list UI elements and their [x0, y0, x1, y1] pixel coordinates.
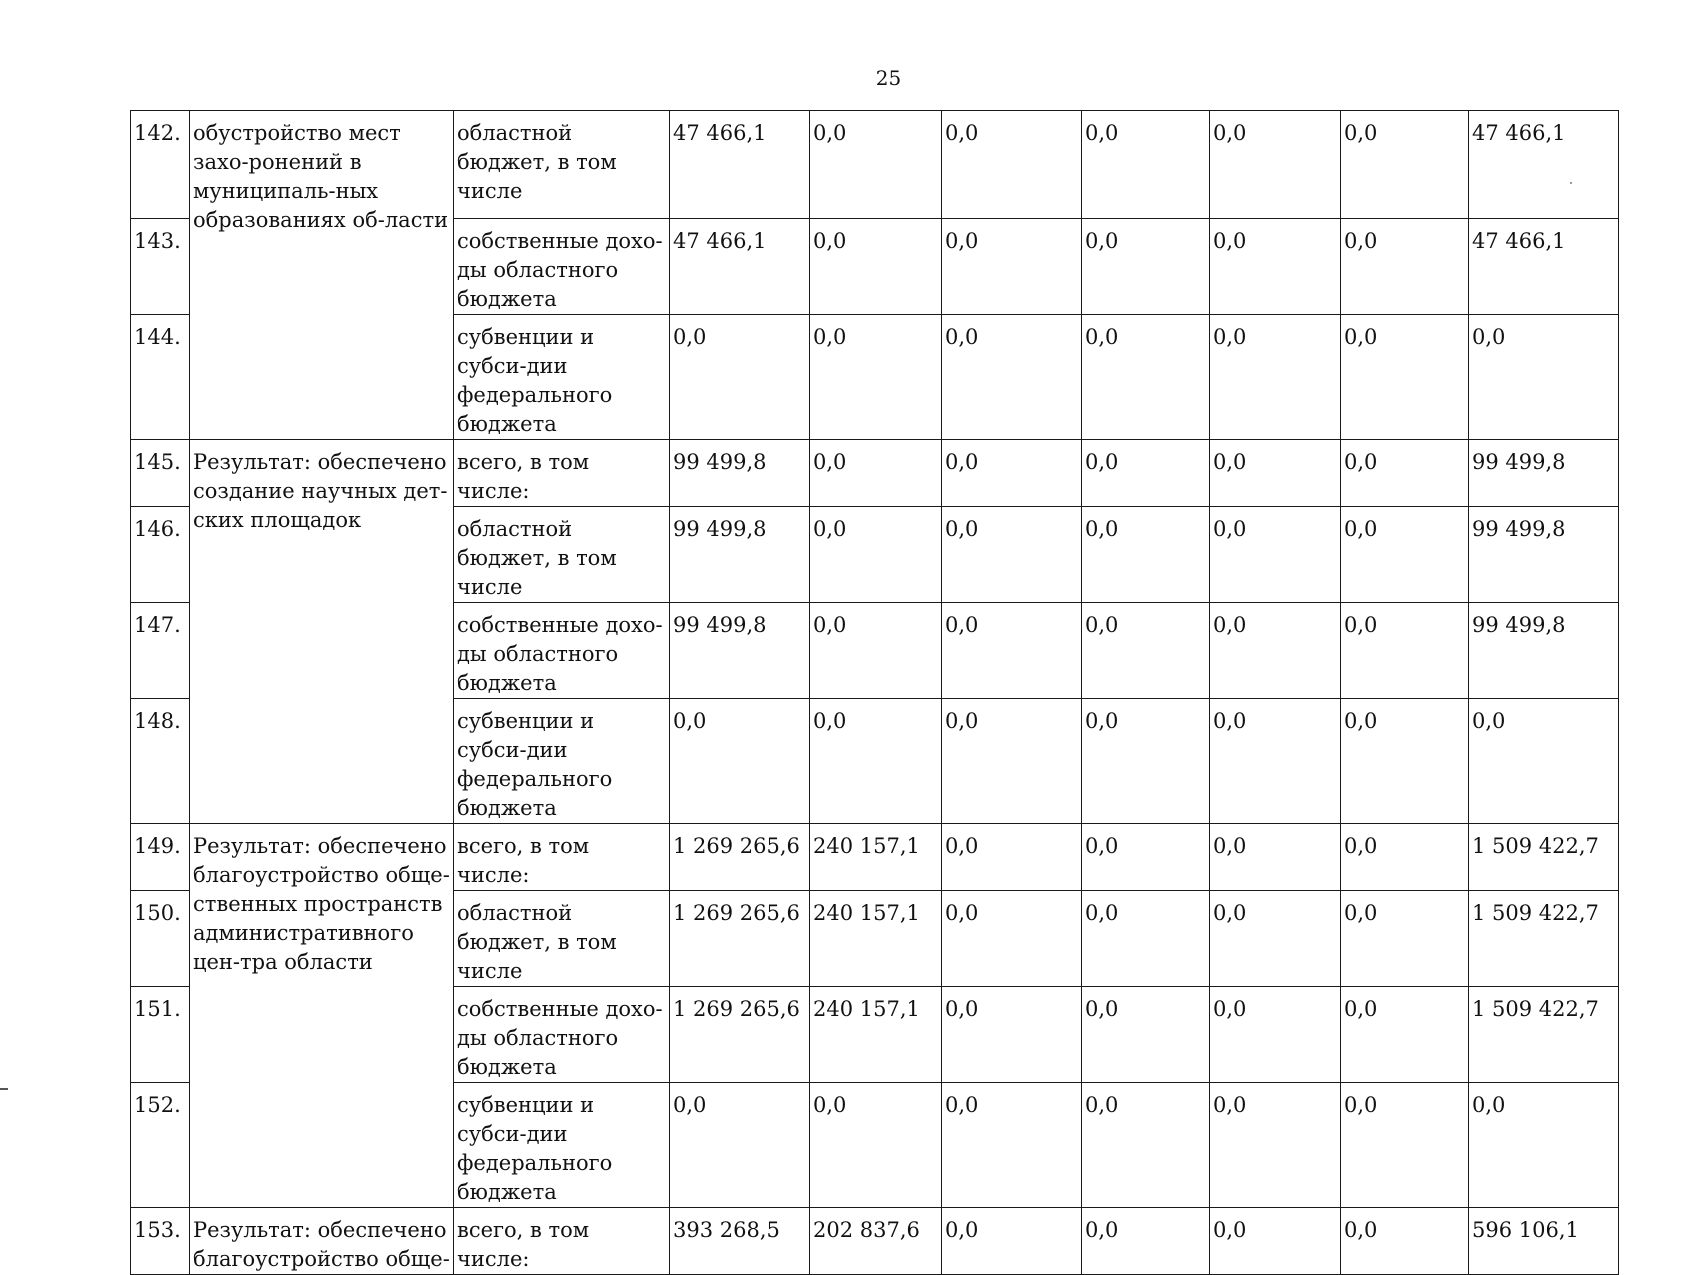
- value-cell: 0,0: [1210, 219, 1341, 315]
- value-cell: 0,0: [1210, 111, 1341, 219]
- value-cell: 0,0: [1082, 1083, 1210, 1208]
- value-cell: 0,0: [1210, 440, 1341, 507]
- value-cell: 0,0: [810, 440, 942, 507]
- row-number-cell: 147.: [131, 603, 190, 699]
- value-cell: 0,0: [670, 699, 810, 824]
- page-number: 25: [875, 66, 902, 90]
- row-number-cell: 153.: [131, 1208, 190, 1275]
- funding-source-cell: собственные дохо-ды областного бюджета: [454, 987, 670, 1083]
- value-cell: 0,0: [1210, 507, 1341, 603]
- value-cell: 0,0: [1341, 699, 1469, 824]
- value-cell: 0,0: [1082, 824, 1210, 891]
- scan-speck: [1570, 182, 1572, 184]
- funding-source-cell: областной бюджет, в том числе: [454, 507, 670, 603]
- row-number-cell: 144.: [131, 315, 190, 440]
- value-cell: 0,0: [1341, 440, 1469, 507]
- value-cell: 0,0: [942, 824, 1082, 891]
- value-cell: 47 466,1: [670, 111, 810, 219]
- value-cell: 0,0: [1341, 987, 1469, 1083]
- total-value-cell: 99 499,8: [1469, 507, 1619, 603]
- value-cell: 240 157,1: [810, 987, 942, 1083]
- value-cell: 0,0: [1341, 507, 1469, 603]
- value-cell: 0,0: [1082, 891, 1210, 987]
- value-cell: 99 499,8: [670, 603, 810, 699]
- value-cell: 0,0: [1210, 1208, 1341, 1275]
- value-cell: 0,0: [810, 603, 942, 699]
- value-cell: 1 269 265,6: [670, 987, 810, 1083]
- row-number-cell: 150.: [131, 891, 190, 987]
- value-cell: 1 269 265,6: [670, 891, 810, 987]
- value-cell: 0,0: [1341, 315, 1469, 440]
- result-name-cell: Результат: обеспечено благоустройство обще-ственных пространств административного цен-тра области: [190, 824, 454, 1208]
- value-cell: 0,0: [670, 315, 810, 440]
- total-value-cell: 1 509 422,7: [1469, 987, 1619, 1083]
- funding-source-cell: областной бюджет, в том числе: [454, 891, 670, 987]
- funding-source-cell: субвенции и субси-дии федерального бюджета: [454, 699, 670, 824]
- value-cell: 1 269 265,6: [670, 824, 810, 891]
- value-cell: 0,0: [810, 219, 942, 315]
- total-value-cell: 1 509 422,7: [1469, 891, 1619, 987]
- value-cell: 0,0: [1082, 315, 1210, 440]
- value-cell: 0,0: [1210, 891, 1341, 987]
- funding-source-cell: собственные дохо-ды областного бюджета: [454, 219, 670, 315]
- row-number-cell: 149.: [131, 824, 190, 891]
- total-value-cell: 1 509 422,7: [1469, 824, 1619, 891]
- value-cell: 0,0: [1341, 824, 1469, 891]
- funding-source-cell: всего, в том числе:: [454, 440, 670, 507]
- result-name-cell: Результат: обеспечено благоустройство обще-: [190, 1208, 454, 1275]
- value-cell: 0,0: [810, 1083, 942, 1208]
- value-cell: 0,0: [1341, 1208, 1469, 1275]
- value-cell: 0,0: [1082, 603, 1210, 699]
- total-value-cell: 596 106,1: [1469, 1208, 1619, 1275]
- table-row: [131, 824, 1619, 891]
- value-cell: 0,0: [1341, 1083, 1469, 1208]
- row-number-cell: 143.: [131, 219, 190, 315]
- value-cell: 99 499,8: [670, 440, 810, 507]
- value-cell: 0,0: [1082, 440, 1210, 507]
- value-cell: 0,0: [942, 315, 1082, 440]
- value-cell: 0,0: [1341, 219, 1469, 315]
- value-cell: 0,0: [1210, 824, 1341, 891]
- value-cell: 0,0: [810, 111, 942, 219]
- value-cell: 0,0: [1341, 891, 1469, 987]
- table-row: [131, 111, 1619, 219]
- scan-edge-mark: [0, 1088, 8, 1090]
- row-number-cell: 148.: [131, 699, 190, 824]
- value-cell: 0,0: [942, 987, 1082, 1083]
- funding-source-cell: всего, в том числе:: [454, 824, 670, 891]
- value-cell: 0,0: [810, 507, 942, 603]
- value-cell: 47 466,1: [670, 219, 810, 315]
- value-cell: 393 268,5: [670, 1208, 810, 1275]
- value-cell: 0,0: [1210, 987, 1341, 1083]
- value-cell: 0,0: [1341, 603, 1469, 699]
- value-cell: 0,0: [1082, 507, 1210, 603]
- value-cell: 0,0: [1210, 315, 1341, 440]
- total-value-cell: 0,0: [1469, 699, 1619, 824]
- value-cell: 0,0: [1082, 219, 1210, 315]
- value-cell: 0,0: [1210, 699, 1341, 824]
- total-value-cell: 47 466,1: [1469, 219, 1619, 315]
- value-cell: 0,0: [1210, 1083, 1341, 1208]
- value-cell: 0,0: [942, 603, 1082, 699]
- value-cell: 0,0: [942, 1208, 1082, 1275]
- budget-table: [130, 110, 1619, 1275]
- row-number-cell: 146.: [131, 507, 190, 603]
- row-number-cell: 151.: [131, 987, 190, 1083]
- value-cell: 0,0: [1082, 111, 1210, 219]
- value-cell: 240 157,1: [810, 824, 942, 891]
- value-cell: 0,0: [1082, 987, 1210, 1083]
- funding-source-cell: субвенции и субси-дии федерального бюджета: [454, 1083, 670, 1208]
- table-row: [131, 440, 1619, 507]
- row-number-cell: 145.: [131, 440, 190, 507]
- value-cell: 99 499,8: [670, 507, 810, 603]
- table-row: [131, 1208, 1619, 1275]
- funding-source-cell: всего, в том числе:: [454, 1208, 670, 1275]
- value-cell: 0,0: [1082, 699, 1210, 824]
- value-cell: 0,0: [942, 891, 1082, 987]
- total-value-cell: 0,0: [1469, 1083, 1619, 1208]
- funding-source-cell: областной бюджет, в том числе: [454, 111, 670, 219]
- table-body: [131, 111, 1619, 1275]
- total-value-cell: 99 499,8: [1469, 603, 1619, 699]
- value-cell: 0,0: [1341, 111, 1469, 219]
- value-cell: 0,0: [1082, 1208, 1210, 1275]
- result-name-cell: обустройство мест захо-ронений в муниципаль-ных образованиях об-ласти: [190, 111, 454, 440]
- value-cell: 0,0: [810, 315, 942, 440]
- funding-source-cell: собственные дохо-ды областного бюджета: [454, 603, 670, 699]
- value-cell: 0,0: [942, 219, 1082, 315]
- funding-source-cell: субвенции и субси-дии федерального бюджета: [454, 315, 670, 440]
- value-cell: 0,0: [942, 507, 1082, 603]
- value-cell: 0,0: [1210, 603, 1341, 699]
- row-number-cell: 142.: [131, 111, 190, 219]
- total-value-cell: 47 466,1: [1469, 111, 1619, 219]
- value-cell: 240 157,1: [810, 891, 942, 987]
- value-cell: 0,0: [942, 1083, 1082, 1208]
- value-cell: 0,0: [810, 699, 942, 824]
- row-number-cell: 152.: [131, 1083, 190, 1208]
- value-cell: 0,0: [670, 1083, 810, 1208]
- value-cell: 0,0: [942, 699, 1082, 824]
- value-cell: 0,0: [942, 440, 1082, 507]
- result-name-cell: Результат: обеспечено создание научных дет-ских площадок: [190, 440, 454, 824]
- value-cell: 0,0: [942, 111, 1082, 219]
- value-cell: 202 837,6: [810, 1208, 942, 1275]
- total-value-cell: 0,0: [1469, 315, 1619, 440]
- total-value-cell: 99 499,8: [1469, 440, 1619, 507]
